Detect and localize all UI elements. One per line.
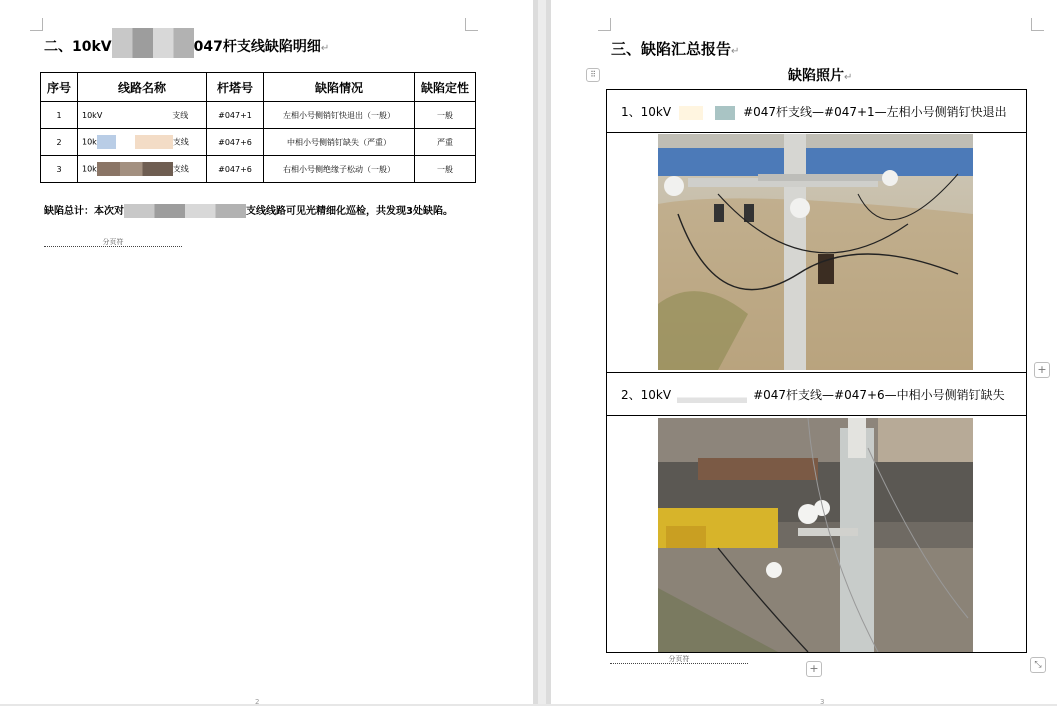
redacted-mosaic [97, 162, 173, 176]
page-break-marker: 分页符 [44, 237, 182, 247]
defect-photo-2 [658, 418, 973, 652]
table-row[interactable] [41, 129, 476, 156]
defect-photo-table[interactable] [606, 89, 1027, 653]
heading-text-suffix: 047杆支线缺陷明细 [193, 39, 321, 55]
redacted-mosaic [112, 28, 194, 58]
margin-corner-mark [465, 18, 478, 31]
cell-level[interactable]: 一般 [415, 102, 476, 129]
photo-caption-row[interactable] [607, 90, 1026, 133]
redacted-mosaic [97, 135, 173, 149]
photo-caption-2[interactable]: 2、10kV #047杆支线—#047+6—中相小号侧销钉缺失 [621, 388, 1005, 402]
cell-pole[interactable]: #047+6 [207, 156, 264, 183]
defect-photo-1 [658, 134, 973, 370]
cell-defect[interactable]: 中相小号侧销钉缺失（严重） [264, 129, 415, 156]
cell-defect[interactable]: 右相小号侧绝缘子松动（一般） [264, 156, 415, 183]
page-break-marker: 分页符 [610, 654, 748, 664]
cell-line-name[interactable]: 10k 支线 [78, 129, 207, 156]
table-row[interactable] [41, 102, 476, 129]
cell-level[interactable]: 严重 [415, 129, 476, 156]
col-header-pole: 杆塔号 [207, 73, 264, 102]
defect-table[interactable] [40, 72, 476, 183]
col-header-defect: 缺陷情况 [264, 73, 415, 102]
paragraph-mark: ↵ [320, 43, 330, 54]
col-header-line-name: 线路名称 [78, 73, 207, 102]
defect-summary-paragraph[interactable] [44, 203, 474, 220]
photo-caption-row[interactable] [607, 372, 1026, 416]
cell-no[interactable]: 3 [41, 156, 78, 183]
cell-no[interactable]: 1 [41, 102, 78, 129]
add-row-icon[interactable]: + [806, 661, 822, 677]
add-row-icon[interactable]: + [1034, 362, 1050, 378]
cell-line-name[interactable]: 10k 支线 [78, 156, 207, 183]
col-header-level: 缺陷定性 [415, 73, 476, 102]
summary-text: 缺陷总计：本次对 [44, 206, 124, 217]
section-heading-defect-details[interactable] [44, 36, 329, 58]
summary-text-suffix: 支线线路可见光精细化巡检，共发现3处缺陷。 [246, 206, 453, 217]
margin-corner-mark [598, 18, 611, 31]
redacted-mosaic [715, 106, 735, 120]
section-heading-summary-report[interactable]: 三、缺陷汇总报告↵ [611, 40, 740, 58]
page-gutter [533, 0, 551, 704]
margin-corner-mark [1031, 18, 1044, 31]
page-number: 3 [820, 698, 825, 706]
cell-defect[interactable]: 左相小号侧销钉快退出（一般） [264, 102, 415, 129]
resize-handle-icon[interactable]: ⤡ [1030, 657, 1046, 673]
redacted-mosaic [124, 204, 246, 218]
photo-table-title[interactable]: 缺陷照片↵ [788, 68, 853, 84]
cell-no[interactable]: 2 [41, 129, 78, 156]
page-number: 2 [255, 698, 260, 704]
margin-corner-mark [30, 18, 43, 31]
redacted-mosaic [677, 389, 747, 403]
col-header-no: 序号 [41, 73, 78, 102]
photo-caption-1[interactable]: 1、10kV #047杆支线—#047+1—左相小号侧销钉快退出 [621, 105, 1007, 119]
move-handle-icon[interactable]: ⠿ [586, 68, 600, 82]
heading-text: 二、10kV [44, 39, 112, 55]
cell-pole[interactable]: #047+1 [207, 102, 264, 129]
cell-pole[interactable]: #047+6 [207, 129, 264, 156]
table-row[interactable] [41, 156, 476, 183]
table-header-row [41, 73, 476, 102]
cell-line-name[interactable]: 10kV 支线 [78, 102, 207, 129]
cell-level[interactable]: 一般 [415, 156, 476, 183]
